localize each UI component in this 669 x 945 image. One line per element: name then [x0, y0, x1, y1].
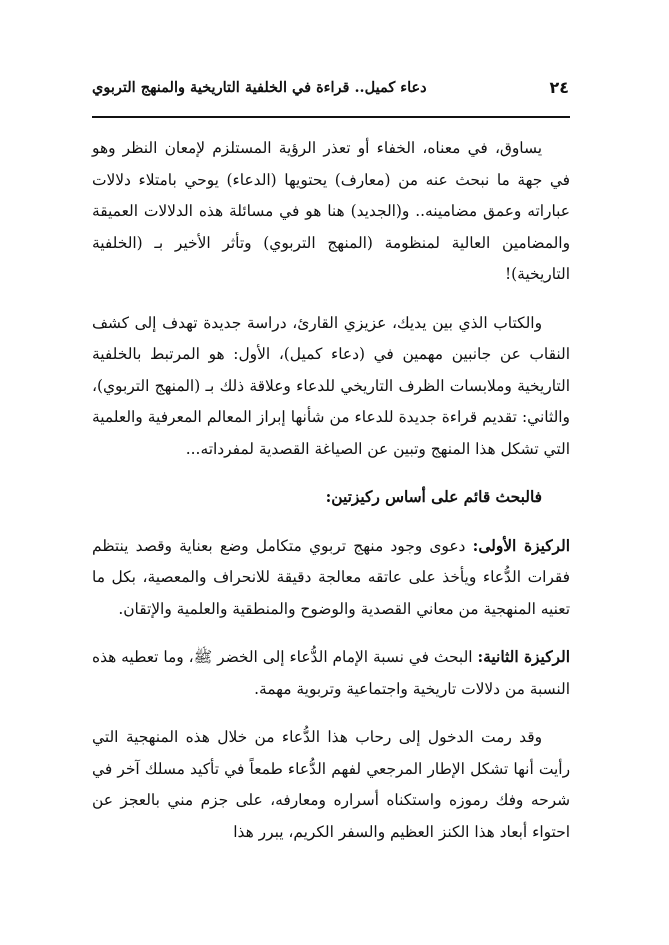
- heading-text: فالبحث قائم على أساس ركيزتين:: [325, 488, 542, 506]
- paragraph-text: يساوق، في معناه، الخفاء أو تعذر الرؤية المستلزم لإمعان النظر وهو في جهة ما نبحث عنه من (معارف) يحتويها (الدعاء) يوحي بامتلاء دلالات عباراته وعمق مضامينه.. و(الجديد) هنا هو في مسائلة هذه الدلالات العميقة والمضامين العالية لمنظومة (المنهج التربوي) وتأثر الأخير بـ (الخلفية التاريخية)!: [92, 139, 570, 283]
- page-number: ٢٤: [549, 77, 569, 97]
- paragraph: [92, 308, 570, 466]
- paragraph: [92, 642, 570, 705]
- running-title: دعاء كميل.. قراءة في الخلفية التاريخية والمنهج التربوي: [92, 78, 427, 96]
- paragraph: [92, 531, 570, 626]
- paragraph-lead: الركيزة الأولى:: [472, 536, 570, 555]
- paragraph-text: والكتاب الذي بين يديك، عزيزي القارئ، دراسة جديدة تهدف إلى كشف النقاب عن جانبين مهمين في (دعاء كميل)، الأول: هو المرتبط بالخلفية التاريخية وملابسات الظرف التاريخي للدعاء وعلاقة ذلك بـ (المنهج التربوي)، والثاني: تقديم قراءة جديدة للدعاء من شأنها إبراز المعالم المعرفية والعلمية التي تشكل هذا المنهج وتبين عن الصياغة القصدية لمفرداته...: [92, 313, 570, 458]
- paragraph: [92, 133, 570, 291]
- paragraph-text: دعوى وجود منهج تربوي متكامل وضع بعناية وقصد ينتظم فقرات الدُّعاء ويأخذ على عاتقه معالجة دقيقة للانحراف والمعصية، بكل ما تعنيه المنهجية من معاني القصدية والوضوح والمنطقية والعلمية والإتقان.: [92, 536, 570, 618]
- section-heading: [92, 482, 570, 514]
- paragraph-lead: الركيزة الثانية:: [477, 648, 570, 666]
- paragraph-text: وقد رمت الدخول إلى رحاب هذا الدُّعاء من خلال هذه المنهجية التي رأيت أنها تشكل الإطار المرجعي لفهم الدُّعاء طمعاً في تأكيد مسلك آخر في شرحه وفك رموزه واستكناه أسراره ومعارفه، على جزم مني بالعجز عن احتواء أبعاد هذا الكنز العظيم والسفر الكريم، يبرر هذا: [92, 728, 570, 841]
- body-text: [92, 133, 570, 865]
- page-header: [92, 70, 569, 104]
- paragraph-text: البحث في نسبة الإمام الدُّعاء إلى الخضر ﷺ، وما تعطيه هذه النسبة من دلالات تاريخية واجتماعية وتربوية مهمة.: [92, 648, 570, 698]
- header-rule: [92, 116, 570, 118]
- paragraph: [92, 722, 570, 848]
